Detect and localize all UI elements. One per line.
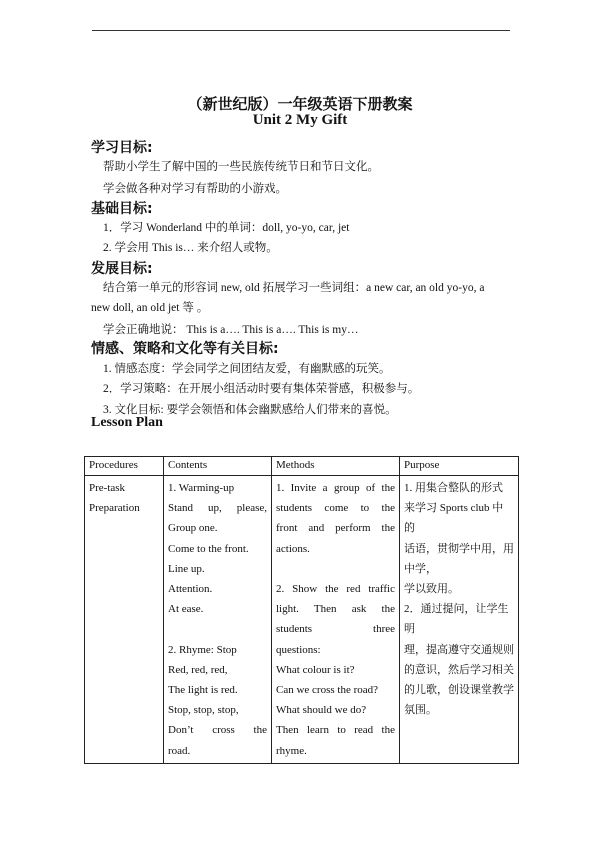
column-header-contents: Contents	[164, 457, 272, 476]
procedures-line: Pre-task	[89, 482, 126, 494]
heading-affective-objectives: 情感、策略和文化等有关目标:	[91, 341, 279, 357]
purpose-line: 2．通过提问，让学生明	[404, 603, 509, 636]
purpose-line: 的意识，然后学习相关	[404, 663, 514, 676]
purpose-cell	[400, 476, 519, 764]
affective-line: 1. 情感态度：学会同学之间团结友爱，有幽默感的玩笑。	[103, 363, 391, 375]
affective-line: 3. 文化目标: 要学会领悟和体会幽默感给人们带来的喜悦。	[103, 404, 397, 416]
lesson-plan-table	[84, 456, 519, 764]
purpose-line: 话语，贯彻学中用，用	[404, 542, 514, 555]
purpose-line: 氛围。	[404, 704, 437, 717]
top-rule	[92, 30, 510, 31]
table-header-row	[85, 457, 519, 476]
objective-line: 学会做各种对学习有帮助的小游戏。	[103, 183, 287, 195]
contents-line: Come to the front.	[168, 542, 249, 555]
basic-objective-line: 2. 学会用 This is… 来介绍人或物。	[103, 242, 278, 254]
purpose-line: 学以致用。	[404, 583, 459, 596]
heading-development-objectives: 发展目标:	[91, 261, 153, 277]
contents-line: road.	[168, 744, 191, 757]
purpose-line: 1. 用集合整队的形式	[404, 482, 503, 494]
heading-lesson-plan: Lesson Plan	[91, 415, 163, 430]
contents-line: Stand up, please,	[168, 502, 267, 515]
contents-line: Stop, stop, stop,	[168, 704, 239, 717]
contents-cell	[164, 476, 272, 764]
purpose-line: 中学，	[404, 562, 437, 575]
contents-line: Red, red, red,	[168, 663, 228, 676]
contents-line: 1. Warming-up	[168, 482, 235, 494]
contents-line: At ease.	[168, 603, 204, 616]
heading-basic-objectives: 基础目标:	[91, 201, 153, 217]
column-header-procedures: Procedures	[85, 457, 164, 476]
column-header-methods: Methods	[272, 457, 400, 476]
contents-line: Don’t cross the	[168, 724, 267, 737]
column-header-purpose: Purpose	[400, 457, 519, 476]
purpose-line: 来学习 Sports club 中的	[404, 502, 504, 535]
purpose-line: 的儿歌，创设课堂教学	[404, 684, 514, 697]
methods-line: Then learn to read the	[276, 724, 395, 737]
affective-line: 2．学习策略：在开展小组活动时要有集体荣誉感，积极参与。	[103, 383, 420, 395]
basic-objective-line: 1．学习 Wonderland 中的单词：doll, yo-yo, car, jet	[103, 222, 350, 234]
contents-line: Attention.	[168, 583, 213, 596]
contents-line: Line up.	[168, 562, 205, 575]
methods-line: Can we cross the road?	[276, 684, 379, 697]
methods-line: actions.	[276, 542, 310, 555]
methods-line: What colour is it?	[276, 663, 355, 676]
methods-line: light. Then ask the	[276, 603, 395, 616]
contents-line: 2. Rhyme: Stop	[168, 643, 237, 656]
table-row	[85, 476, 519, 764]
methods-line: questions:	[276, 643, 321, 656]
contents-line: The light is red.	[168, 684, 238, 697]
development-line: new doll, an old jet 等 。	[91, 302, 209, 314]
procedures-cell	[85, 476, 164, 764]
heading-learning-objectives: 学习目标:	[91, 140, 153, 156]
methods-line: 2. Show the red traffic	[276, 583, 395, 595]
objective-line: 帮助小学生了解中国的一些民族传统节日和节日文化。	[103, 161, 379, 173]
development-line: 学会正确地说： This is a…. This is a…. This is my…	[103, 324, 359, 336]
development-line: 结合第一单元的形容词 new, old 拓展学习一些词组：a new car, an old yo-yo, a	[103, 282, 485, 294]
methods-line: 1. Invite a group of the	[276, 482, 395, 494]
methods-line: rhyme.	[276, 744, 307, 757]
unit-title: Unit 2 My Gift	[252, 112, 348, 128]
methods-line: front and perform the	[276, 522, 395, 535]
document-title: （新世纪版）一年级英语下册教案	[187, 97, 413, 113]
contents-line: Group one.	[168, 522, 218, 535]
contents-line	[168, 619, 267, 639]
purpose-line: 理，提高遵守交通规则	[404, 643, 514, 656]
methods-line: students three	[276, 623, 395, 636]
methods-line: What should we do?	[276, 704, 367, 717]
methods-line: students come to the	[276, 502, 395, 515]
methods-line	[276, 559, 395, 579]
procedures-line: Preparation	[89, 502, 140, 515]
methods-cell	[272, 476, 400, 764]
